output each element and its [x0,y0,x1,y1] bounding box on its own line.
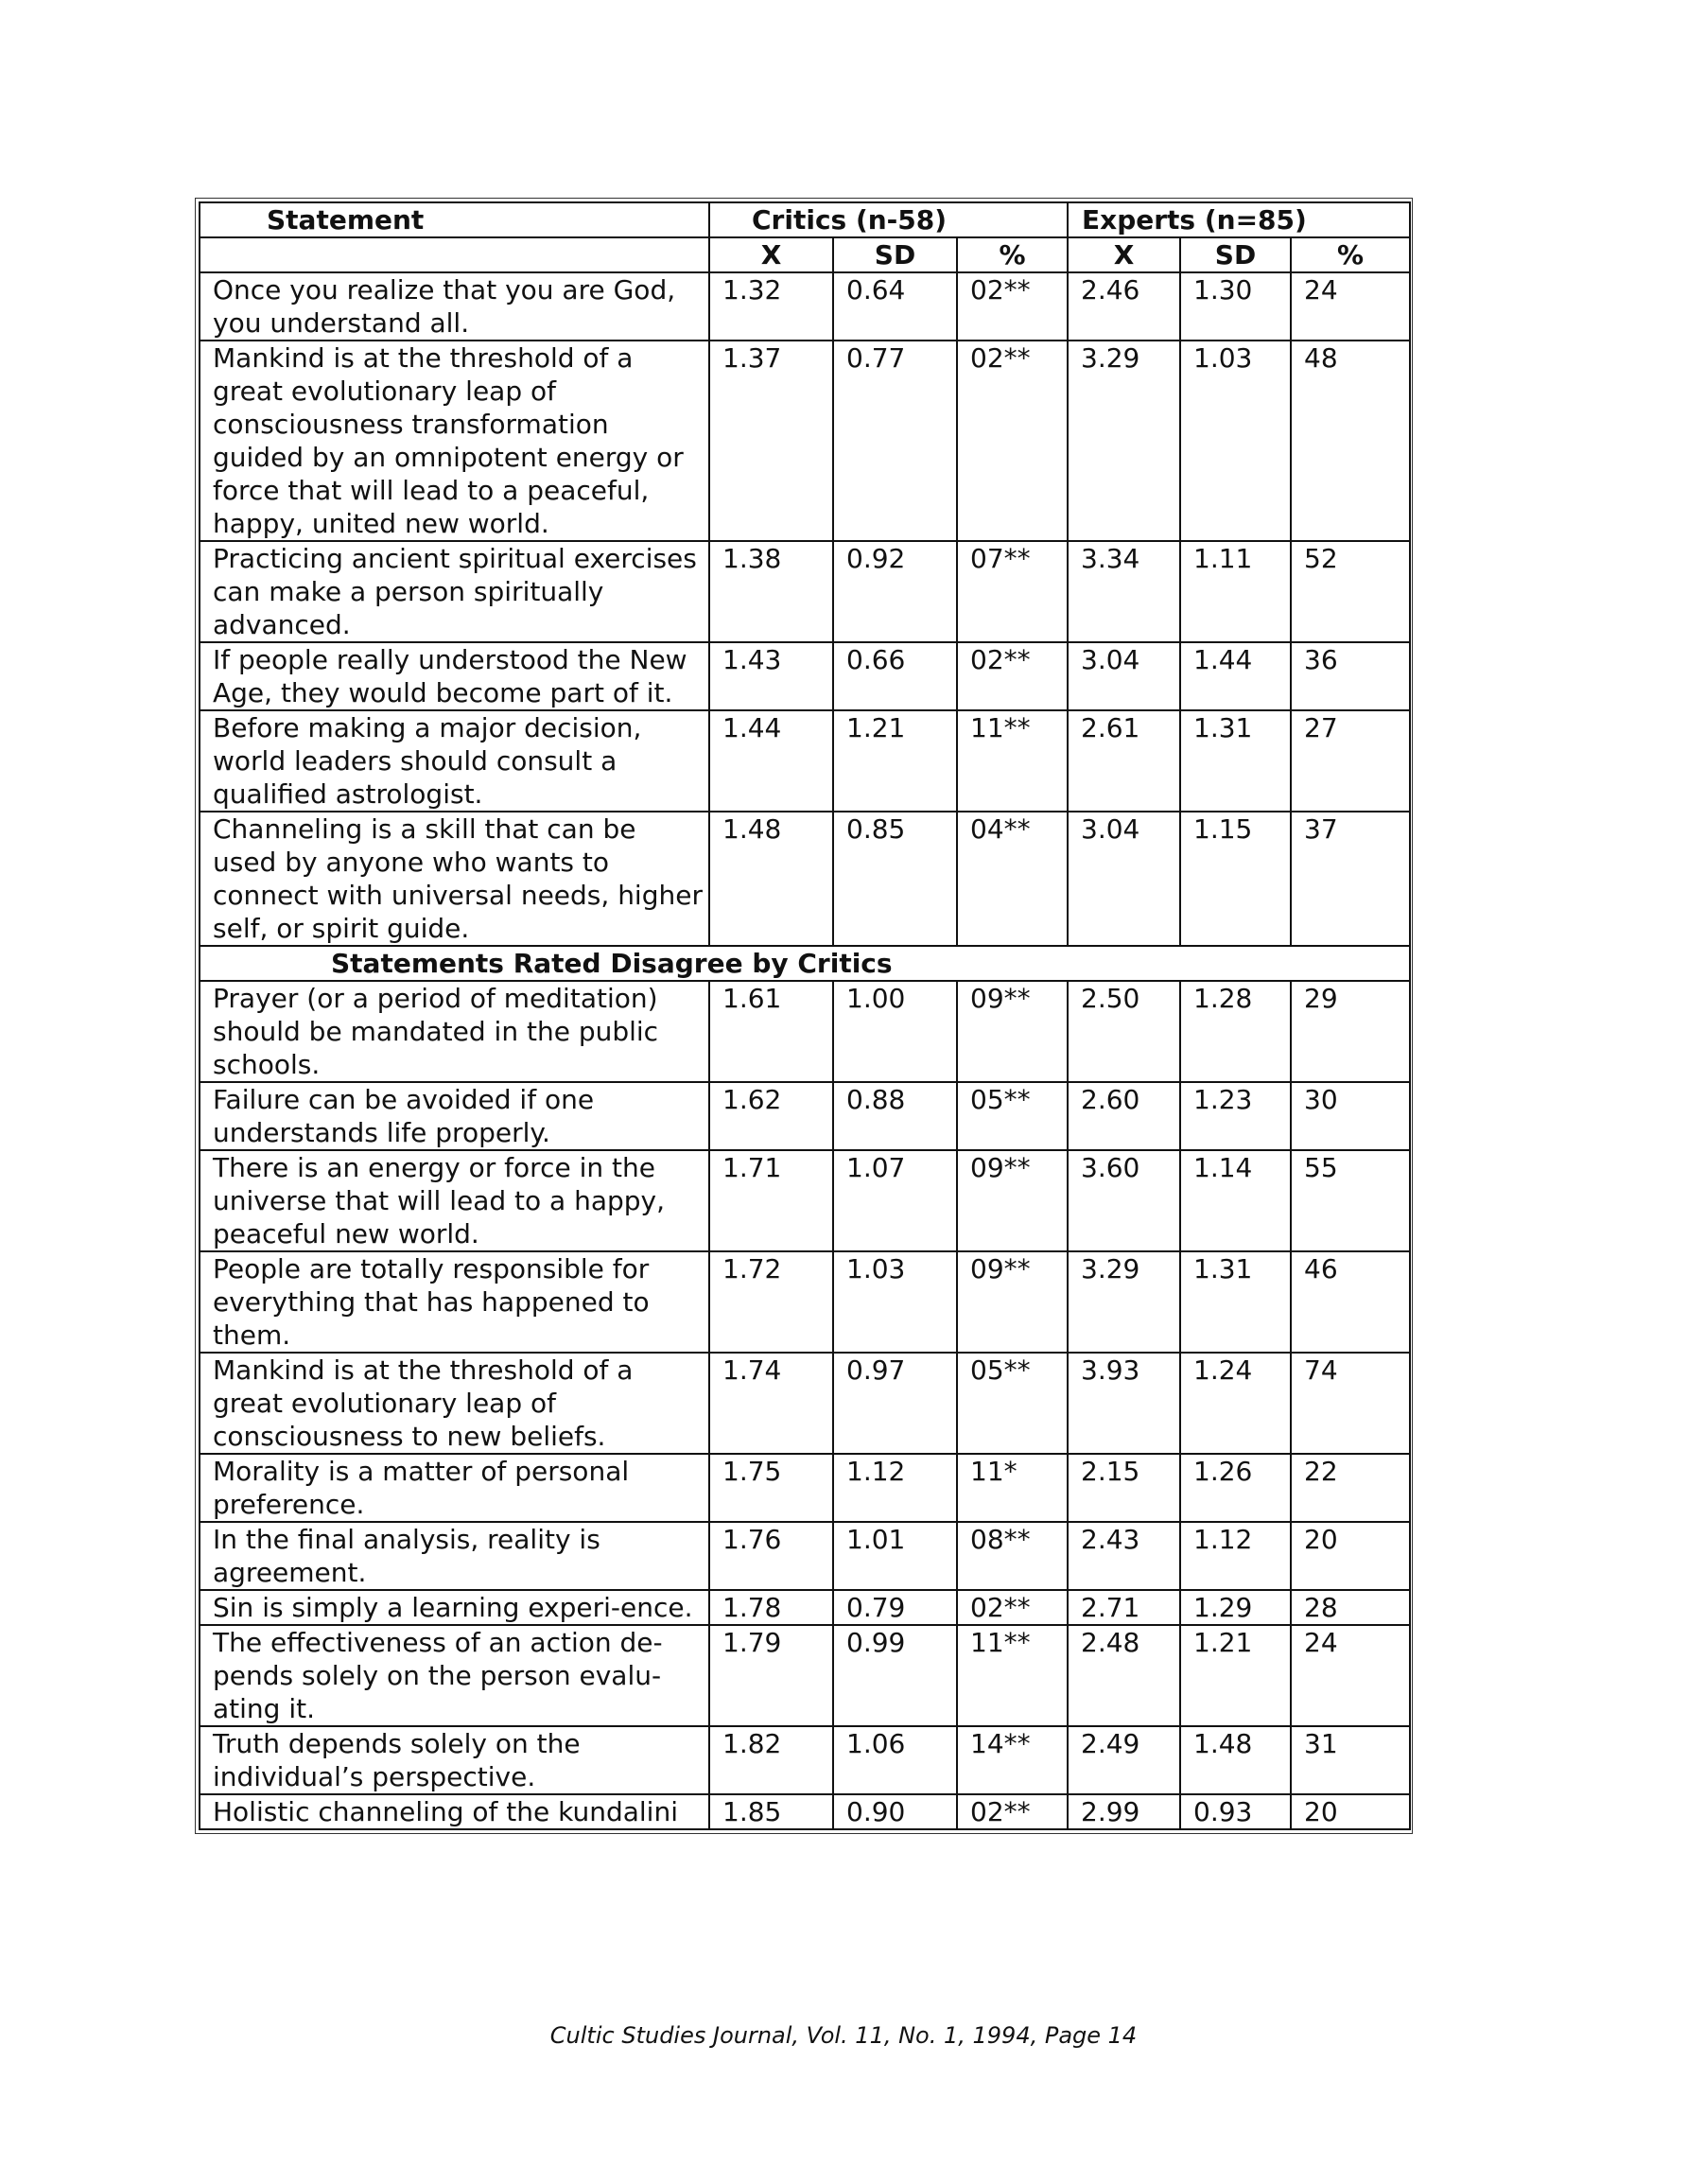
cell-experts-pct: 52 [1291,541,1410,642]
cell-statement: Truth depends solely on the individual’s perspective. [200,1726,709,1794]
cell-experts-x: 2.50 [1068,981,1180,1082]
cell-experts-x: 2.46 [1068,272,1180,341]
cell-critics-x: 1.43 [709,642,833,710]
cell-critics-pct: 02** [957,1590,1068,1625]
table-row [200,642,1410,710]
cell-experts-pct: 55 [1291,1150,1410,1251]
cell-critics-sd: 1.01 [833,1522,957,1590]
cell-critics-x: 1.37 [709,341,833,541]
header-experts-pct: % [1291,237,1410,272]
table-body-section [200,946,1410,981]
cell-experts-sd: 1.23 [1180,1082,1291,1150]
cell-critics-sd: 0.99 [833,1625,957,1726]
cell-critics-pct: 02** [957,272,1068,341]
header-row-subcolumns [200,237,1410,272]
table-frame [195,198,1413,1834]
cell-statement: Before making a major decision, world leaders should consult a qualified astrologist. [200,710,709,812]
cell-critics-pct: 11** [957,710,1068,812]
cell-critics-sd: 0.77 [833,341,957,541]
cell-experts-pct: 46 [1291,1251,1410,1353]
table-body-group2 [200,981,1410,1829]
cell-experts-x: 2.15 [1068,1454,1180,1522]
cell-critics-x: 1.48 [709,812,833,946]
cell-experts-x: 2.71 [1068,1590,1180,1625]
table-row [200,1590,1410,1625]
cell-experts-x: 2.60 [1068,1082,1180,1150]
cell-experts-pct: 36 [1291,642,1410,710]
cell-critics-pct: 05** [957,1082,1068,1150]
cell-critics-sd: 1.06 [833,1726,957,1794]
cell-experts-sd: 1.26 [1180,1454,1291,1522]
cell-critics-pct: 05** [957,1353,1068,1454]
cell-critics-x: 1.44 [709,710,833,812]
section-title: Statements Rated Disagree by Critics [200,946,1410,981]
cell-critics-pct: 11** [957,1625,1068,1726]
cell-critics-sd: 0.90 [833,1794,957,1829]
header-row-groups [200,202,1410,237]
cell-experts-x: 3.34 [1068,541,1180,642]
table-row [200,541,1410,642]
cell-statement: Once you realize that you are God, you understand all. [200,272,709,341]
cell-statement: Channeling is a skill that can be used by anyone who wants to connect with universal needs, higher self, or spirit guide. [200,812,709,946]
cell-experts-x: 2.43 [1068,1522,1180,1590]
ratings-table [199,201,1411,1830]
table-row [200,1082,1410,1150]
cell-statement: In the final analysis, reality is agreement. [200,1522,709,1590]
cell-critics-sd: 1.21 [833,710,957,812]
cell-critics-x: 1.62 [709,1082,833,1150]
cell-critics-sd: 1.07 [833,1150,957,1251]
cell-statement: Holistic channeling of the kundalini [200,1794,709,1829]
cell-critics-pct: 14** [957,1726,1068,1794]
cell-critics-pct: 09** [957,981,1068,1082]
table-row [200,1794,1410,1829]
table-row [200,1625,1410,1726]
cell-experts-pct: 74 [1291,1353,1410,1454]
cell-critics-sd: 0.85 [833,812,957,946]
cell-statement: Failure can be avoided if one understands life properly. [200,1082,709,1150]
cell-critics-pct: 09** [957,1150,1068,1251]
cell-experts-pct: 20 [1291,1522,1410,1590]
cell-critics-x: 1.76 [709,1522,833,1590]
cell-experts-sd: 1.30 [1180,272,1291,341]
table-row [200,981,1410,1082]
section-row [200,946,1410,981]
cell-experts-pct: 31 [1291,1726,1410,1794]
cell-experts-sd: 1.15 [1180,812,1291,946]
cell-experts-pct: 24 [1291,1625,1410,1726]
cell-critics-sd: 1.12 [833,1454,957,1522]
cell-experts-x: 3.93 [1068,1353,1180,1454]
header-critics-x: X [709,237,833,272]
table-row [200,1726,1410,1794]
cell-experts-sd: 1.48 [1180,1726,1291,1794]
page-footer-citation: Cultic Studies Journal, Vol. 11, No. 1, 1994, Page 14 [549,2022,1138,2049]
cell-statement: Mankind is at the threshold of a great evolutionary leap of consciousness to new beliefs. [200,1353,709,1454]
table-body-group1 [200,272,1410,946]
cell-critics-pct: 04** [957,812,1068,946]
cell-critics-pct: 02** [957,341,1068,541]
cell-critics-pct: 02** [957,1794,1068,1829]
cell-statement: Sin is simply a learning experi-ence. [200,1590,709,1625]
cell-critics-x: 1.32 [709,272,833,341]
cell-experts-x: 3.60 [1068,1150,1180,1251]
cell-experts-pct: 29 [1291,981,1410,1082]
header-experts-sd: SD [1180,237,1291,272]
cell-critics-pct: 08** [957,1522,1068,1590]
cell-critics-x: 1.79 [709,1625,833,1726]
cell-critics-sd: 0.88 [833,1082,957,1150]
cell-critics-pct: 09** [957,1251,1068,1353]
cell-experts-sd: 1.28 [1180,981,1291,1082]
cell-statement: The effectiveness of an action de-pends solely on the person evalu-ating it. [200,1625,709,1726]
cell-experts-sd: 1.24 [1180,1353,1291,1454]
table-row [200,1522,1410,1590]
cell-experts-x: 2.61 [1068,710,1180,812]
cell-experts-sd: 1.29 [1180,1590,1291,1625]
cell-critics-sd: 0.64 [833,272,957,341]
header-critics-pct: % [957,237,1068,272]
cell-experts-sd: 1.21 [1180,1625,1291,1726]
cell-experts-sd: 1.12 [1180,1522,1291,1590]
cell-experts-x: 2.49 [1068,1726,1180,1794]
cell-critics-x: 1.72 [709,1251,833,1353]
cell-critics-pct: 11* [957,1454,1068,1522]
table-row [200,812,1410,946]
cell-statement: Prayer (or a period of meditation) should be mandated in the public schools. [200,981,709,1082]
cell-critics-x: 1.71 [709,1150,833,1251]
cell-critics-x: 1.74 [709,1353,833,1454]
cell-statement: Mankind is at the threshold of a great evolutionary leap of consciousness transformation guided by an omnipotent energy or force that will lead to a peaceful, happy, united new world. [200,341,709,541]
cell-critics-x: 1.85 [709,1794,833,1829]
cell-critics-x: 1.82 [709,1726,833,1794]
cell-experts-sd: 1.31 [1180,1251,1291,1353]
header-statement: Statement [200,202,709,237]
cell-experts-x: 3.04 [1068,642,1180,710]
cell-experts-sd: 1.14 [1180,1150,1291,1251]
cell-experts-pct: 20 [1291,1794,1410,1829]
cell-critics-sd: 0.66 [833,642,957,710]
cell-critics-x: 1.75 [709,1454,833,1522]
cell-critics-sd: 0.79 [833,1590,957,1625]
cell-experts-x: 3.29 [1068,341,1180,541]
header-blank [200,237,709,272]
cell-critics-x: 1.61 [709,981,833,1082]
cell-experts-pct: 37 [1291,812,1410,946]
cell-statement: Practicing ancient spiritual exercises can make a person spiritually advanced. [200,541,709,642]
cell-critics-pct: 02** [957,642,1068,710]
cell-critics-x: 1.38 [709,541,833,642]
table-row [200,272,1410,341]
table-row [200,1150,1410,1251]
cell-experts-pct: 27 [1291,710,1410,812]
table-row [200,341,1410,541]
cell-experts-pct: 22 [1291,1454,1410,1522]
cell-statement: There is an energy or force in the universe that will lead to a happy, peaceful new world. [200,1150,709,1251]
cell-experts-sd: 1.44 [1180,642,1291,710]
cell-experts-pct: 28 [1291,1590,1410,1625]
header-experts-x: X [1068,237,1180,272]
header-critics-group: Critics (n-58) [709,202,1068,237]
table-row [200,1251,1410,1353]
cell-critics-sd: 0.92 [833,541,957,642]
cell-experts-sd: 0.93 [1180,1794,1291,1829]
cell-statement: People are totally responsible for everything that has happened to them. [200,1251,709,1353]
cell-experts-pct: 24 [1291,272,1410,341]
cell-statement: If people really understood the New Age, they would become part of it. [200,642,709,710]
cell-critics-sd: 0.97 [833,1353,957,1454]
cell-critics-x: 1.78 [709,1590,833,1625]
table-row [200,710,1410,812]
cell-critics-pct: 07** [957,541,1068,642]
cell-experts-sd: 1.11 [1180,541,1291,642]
table-row [200,1353,1410,1454]
cell-experts-pct: 48 [1291,341,1410,541]
cell-experts-pct: 30 [1291,1082,1410,1150]
table-row [200,1454,1410,1522]
cell-experts-x: 2.99 [1068,1794,1180,1829]
header-experts-group: Experts (n=85) [1068,202,1410,237]
header-critics-sd: SD [833,237,957,272]
cell-experts-sd: 1.03 [1180,341,1291,541]
cell-critics-sd: 1.03 [833,1251,957,1353]
cell-experts-x: 3.29 [1068,1251,1180,1353]
cell-experts-sd: 1.31 [1180,710,1291,812]
cell-statement: Morality is a matter of personal preference. [200,1454,709,1522]
cell-experts-x: 2.48 [1068,1625,1180,1726]
cell-experts-x: 3.04 [1068,812,1180,946]
cell-critics-sd: 1.00 [833,981,957,1082]
